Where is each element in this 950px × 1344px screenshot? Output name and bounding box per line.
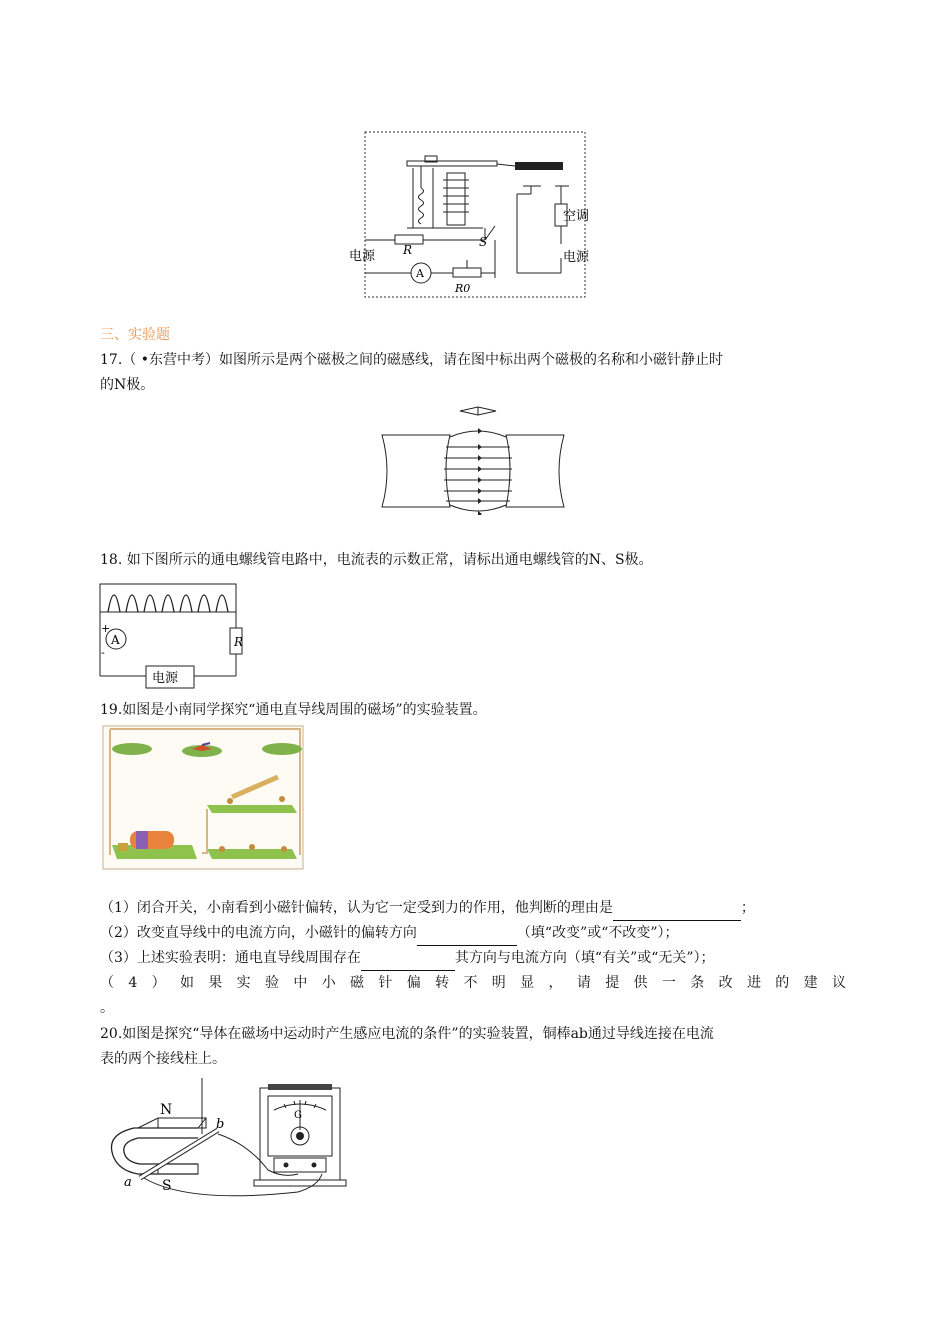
rod-end-a-label: a [124,1175,132,1190]
q19-part2-end: （填“改变”或“不改变”）； [516,925,679,941]
q19-part1 [100,896,852,921]
q20-line2: 表的两个接线柱上。 [100,1051,226,1067]
q19-answer-blank-2[interactable] [417,929,517,946]
pole-n-label: N [160,1102,173,1118]
q19-part1-end: ； [740,900,755,916]
q19-text: 19.如图是小南同学探究“通电直导线周围的磁场”的实验装置。 [100,702,487,718]
power-right-label: 电源 [563,250,590,265]
section-title: 三、实验题 [100,327,170,343]
q19-part2 [100,921,852,946]
q19-part1-text: （1）闭合开关，小南看到小磁针偏转，认为它一定受到力的作用，他判断的理由是 [100,900,613,916]
rheostat-r0-label: R0 [455,282,471,295]
switch-s-label: S [479,235,488,249]
q19-part2-text: （2）改变直导线中的电流方向，小磁针的偏转方向 [100,925,417,941]
q18-plus-label: + [101,622,111,635]
straight-wire-experiment-figure [102,725,304,870]
power-left-label: 电源 [349,249,376,264]
pole-s-label: S [162,1178,172,1194]
galvanometer-g-label: G [294,1110,302,1121]
q19-part3 [100,946,852,971]
q18-power-label: 电源 [152,671,179,686]
q18-ammeter-label: A [111,633,120,647]
solenoid-circuit-figure [98,576,244,692]
ammeter-label: A [416,267,424,280]
q18-text: 18. 如下图所示的通电螺线管电路中，电流表的示数正常，请标出通电螺线管的N、S极。 [100,552,653,568]
induction-experiment-figure [98,1074,358,1198]
q19-part4: （4）如果实验中小磁针偏转不明显，请提供一条改进的建议 [100,975,852,991]
resistor-r-label: R [403,243,413,257]
rod-end-b-label: b [216,1117,225,1132]
q17-line2: 的N极。 [100,377,155,393]
q18-resistor-label: R [233,635,243,649]
q19-answer-blank-3[interactable] [361,954,455,971]
q20-line1: 20.如图是探究“导体在磁场中运动时产生感应电流的条件”的实验装置，铜棒ab通过导线连接在电流 [100,1026,714,1042]
q19-part3-end: 其方向与电流方向（填“有关”或“无关”）； [454,950,715,966]
ac-label: 空调 [563,209,590,224]
q19-answer-blank-1[interactable] [613,904,741,921]
q19-part4-end: 。 [100,1000,114,1016]
q19-part3-text: （3）上述实验表明：通电直导线周围存在 [100,950,361,966]
q18-minus-label: - [101,646,105,659]
q17-line1: 17.（ •东营中考）如图所示是两个磁极之间的磁感线，请在图中标出两个磁极的名称和小磁针静止时 [100,352,723,368]
magnetic-field-lines-figure [378,403,568,515]
relay-circuit-figure [345,128,595,303]
